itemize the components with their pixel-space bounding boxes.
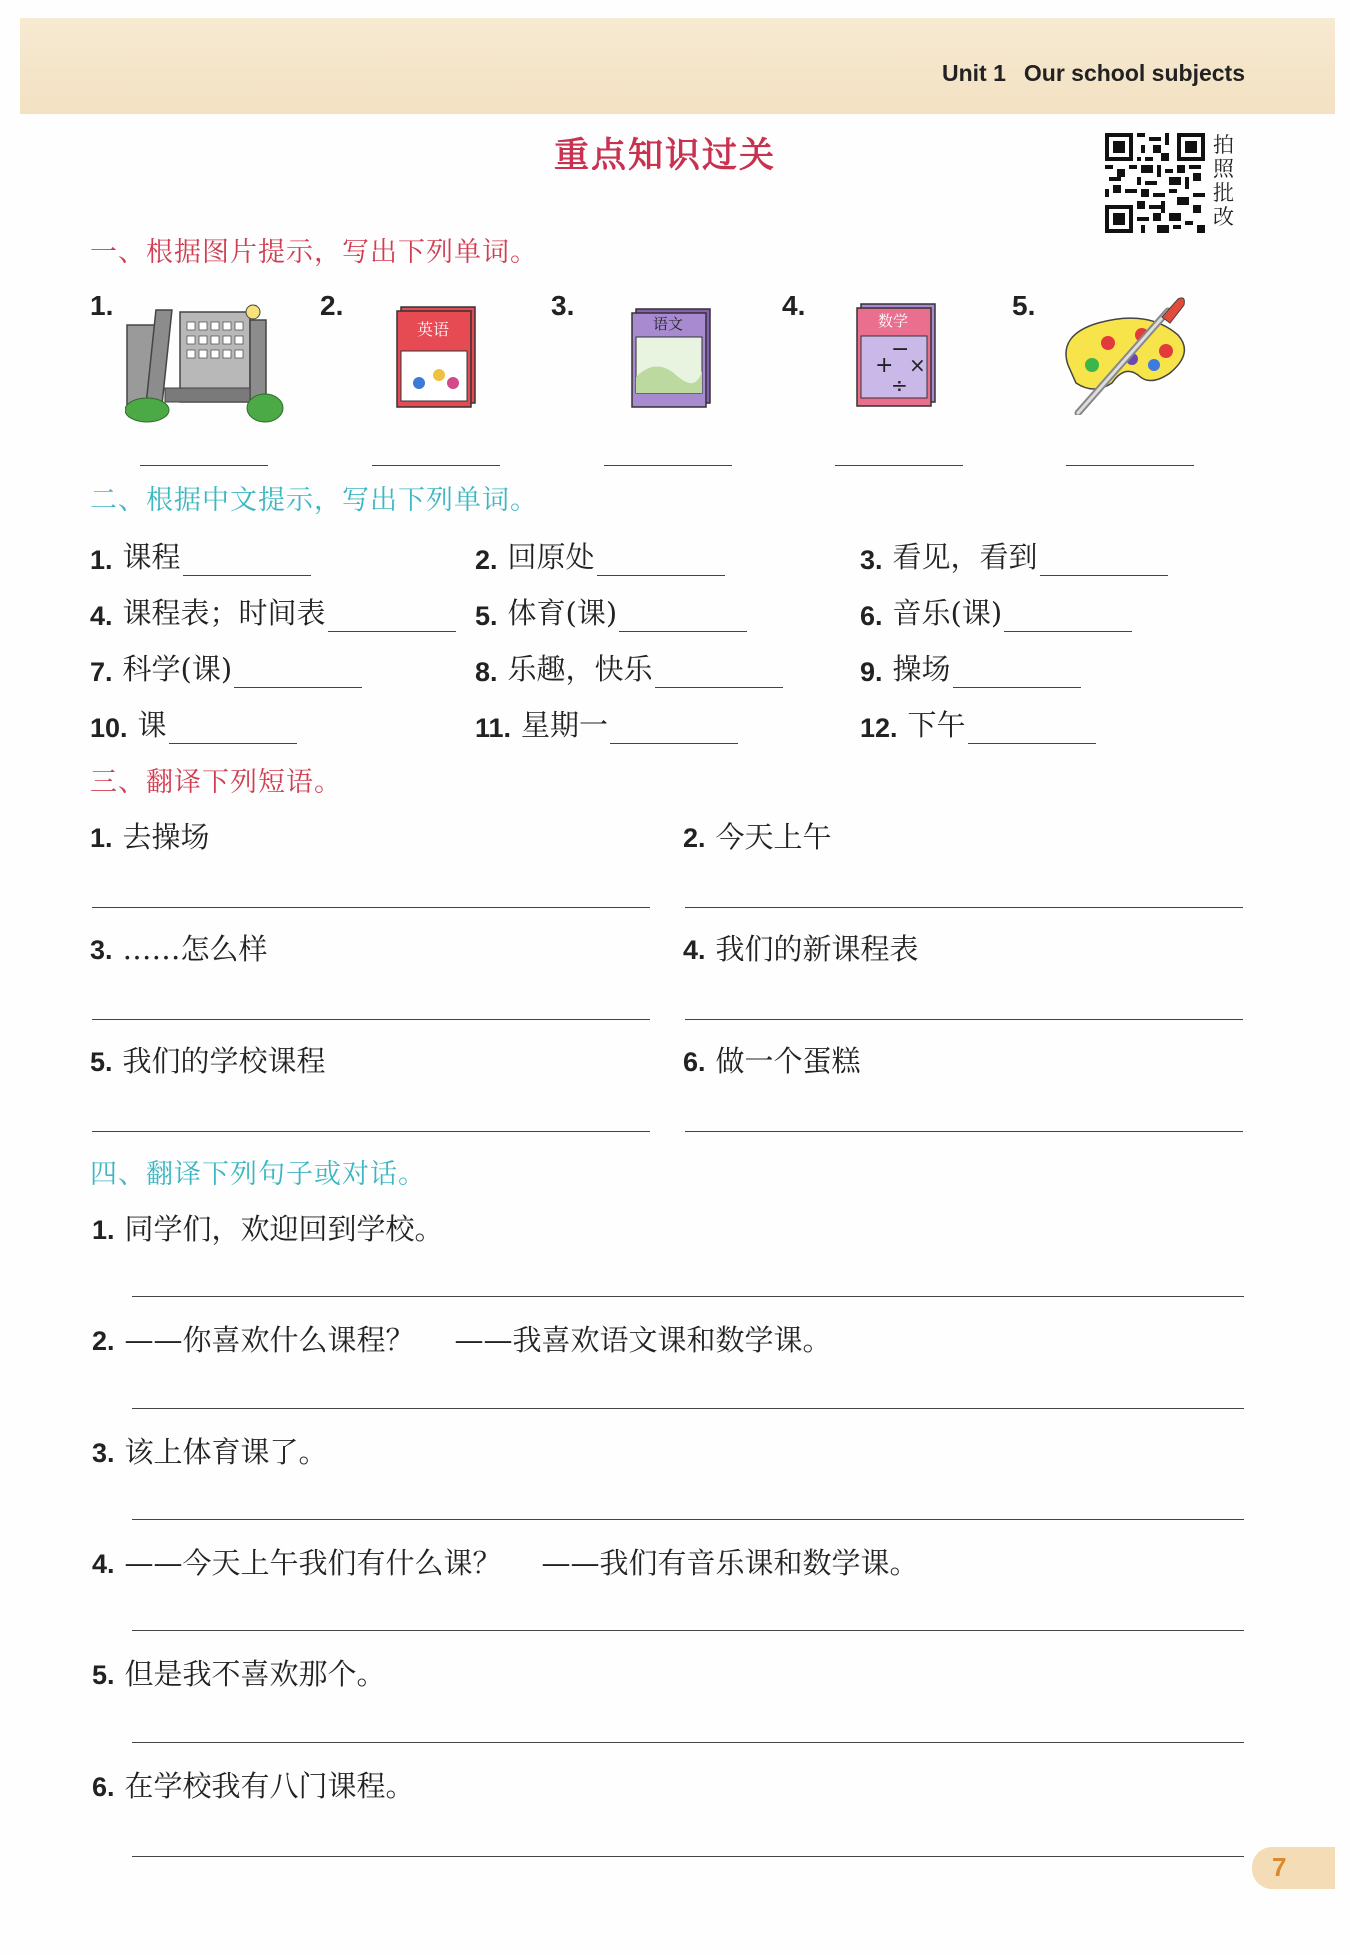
section-2-title: 二、根据中文提示，写出下列单词。 — [90, 485, 538, 516]
phrase-item: 6. 做一个蛋糕 — [683, 1044, 861, 1078]
answer-line[interactable] — [1066, 465, 1194, 466]
answer-line[interactable] — [619, 601, 747, 632]
word-item: 11. 星期一 — [475, 703, 738, 744]
answer-line[interactable] — [655, 657, 783, 688]
answer-line[interactable] — [92, 1019, 650, 1020]
word-item: 8. 乐趣，快乐 — [475, 647, 783, 688]
picture-number: 3. — [551, 290, 575, 321]
answer-line[interactable] — [968, 713, 1096, 744]
phrase-item: 5. 我们的学校课程 — [90, 1044, 326, 1078]
answer-line[interactable] — [92, 907, 650, 908]
unit-number: Unit 1 — [942, 60, 1006, 86]
palette-icon — [1058, 295, 1198, 415]
svg-text:+: + — [875, 353, 894, 378]
english-book-icon — [395, 303, 480, 408]
answer-line[interactable] — [597, 545, 725, 576]
section-1-title: 一、根据图片提示，写出下列单词。 — [90, 237, 538, 268]
answer-line[interactable] — [169, 713, 297, 744]
book-label: 数学 — [877, 312, 909, 330]
word-item: 1. 课程 — [90, 535, 311, 576]
word-item: 4. 课程表；时间表 — [90, 591, 456, 632]
sentence-item: 1. 同学们，欢迎回到学校。 — [92, 1212, 444, 1246]
section-3-title: 三、翻译下列短语。 — [90, 767, 342, 798]
unit-title — [942, 60, 1245, 87]
sentence-item: 6. 在学校我有八门课程。 — [92, 1769, 415, 1803]
answer-line[interactable] — [610, 713, 738, 744]
answer-line[interactable] — [328, 601, 456, 632]
chinese-book-icon — [630, 305, 715, 410]
picture-number: 1. — [90, 290, 114, 321]
answer-line[interactable] — [132, 1630, 1244, 1631]
page-title: 重点知识过关 — [553, 136, 776, 176]
picture-number: 4. — [782, 290, 806, 321]
maths-book-icon — [855, 300, 940, 408]
answer-line[interactable] — [132, 1856, 1244, 1857]
word-item: 5. 体育(课) — [475, 591, 747, 632]
phrase-item: 3. ……怎么样 — [90, 932, 268, 966]
answer-line[interactable] — [1004, 601, 1132, 632]
page-number: 7 — [1272, 1852, 1287, 1882]
picture-number: 5. — [1012, 290, 1036, 321]
phrase-item: 2. 今天上午 — [683, 820, 832, 854]
answer-line[interactable] — [92, 1131, 650, 1132]
phrase-item: 4. 我们的新课程表 — [683, 932, 919, 966]
answer-line[interactable] — [604, 465, 732, 466]
word-item: 6. 音乐(课) — [860, 591, 1132, 632]
svg-text:÷: ÷ — [891, 373, 908, 397]
answer-line[interactable] — [372, 465, 500, 466]
sentence-item: 2. ——你喜欢什么课程？ ——我喜欢语文课和数学课。 — [92, 1323, 832, 1357]
book-label: 英语 — [416, 320, 450, 339]
answer-line[interactable] — [685, 1019, 1243, 1020]
word-item: 7. 科学(课) — [90, 647, 362, 688]
book-label: 语文 — [652, 315, 684, 333]
section-4-title: 四、翻译下列句子或对话。 — [90, 1159, 426, 1190]
answer-line[interactable] — [132, 1296, 1244, 1297]
sentence-item: 4. ——今天上午我们有什么课？ ——我们有音乐课和数学课。 — [92, 1546, 919, 1580]
word-item: 10. 课 — [90, 703, 297, 744]
sentence-item: 3. 该上体育课了。 — [92, 1435, 328, 1469]
word-item: 12. 下午 — [860, 703, 1096, 744]
answer-line[interactable] — [953, 657, 1081, 688]
answer-line[interactable] — [132, 1408, 1244, 1409]
qr-label: 拍 照 批 改 — [1213, 133, 1234, 229]
answer-line[interactable] — [140, 465, 268, 466]
school-gate-icon — [125, 300, 285, 425]
word-item: 9. 操场 — [860, 647, 1081, 688]
answer-line[interactable] — [132, 1519, 1244, 1520]
phrase-item: 1. 去操场 — [90, 820, 210, 854]
page-number-tab — [1252, 1847, 1335, 1889]
svg-text:−: − — [891, 337, 910, 362]
svg-text:×: × — [909, 353, 926, 377]
qr-code-icon[interactable] — [1105, 133, 1205, 233]
answer-line[interactable] — [234, 657, 362, 688]
answer-line[interactable] — [685, 1131, 1243, 1132]
picture-number: 2. — [320, 290, 344, 321]
word-item: 3. 看见，看到 — [860, 535, 1168, 576]
sentence-item: 5. 但是我不喜欢那个。 — [92, 1657, 386, 1691]
answer-line[interactable] — [835, 465, 963, 466]
unit-subtitle: Our school subjects — [1023, 60, 1245, 86]
answer-line[interactable] — [1040, 545, 1168, 576]
answer-line[interactable] — [183, 545, 311, 576]
answer-line[interactable] — [685, 907, 1243, 908]
answer-line[interactable] — [132, 1742, 1244, 1743]
word-item: 2. 回原处 — [475, 535, 725, 576]
